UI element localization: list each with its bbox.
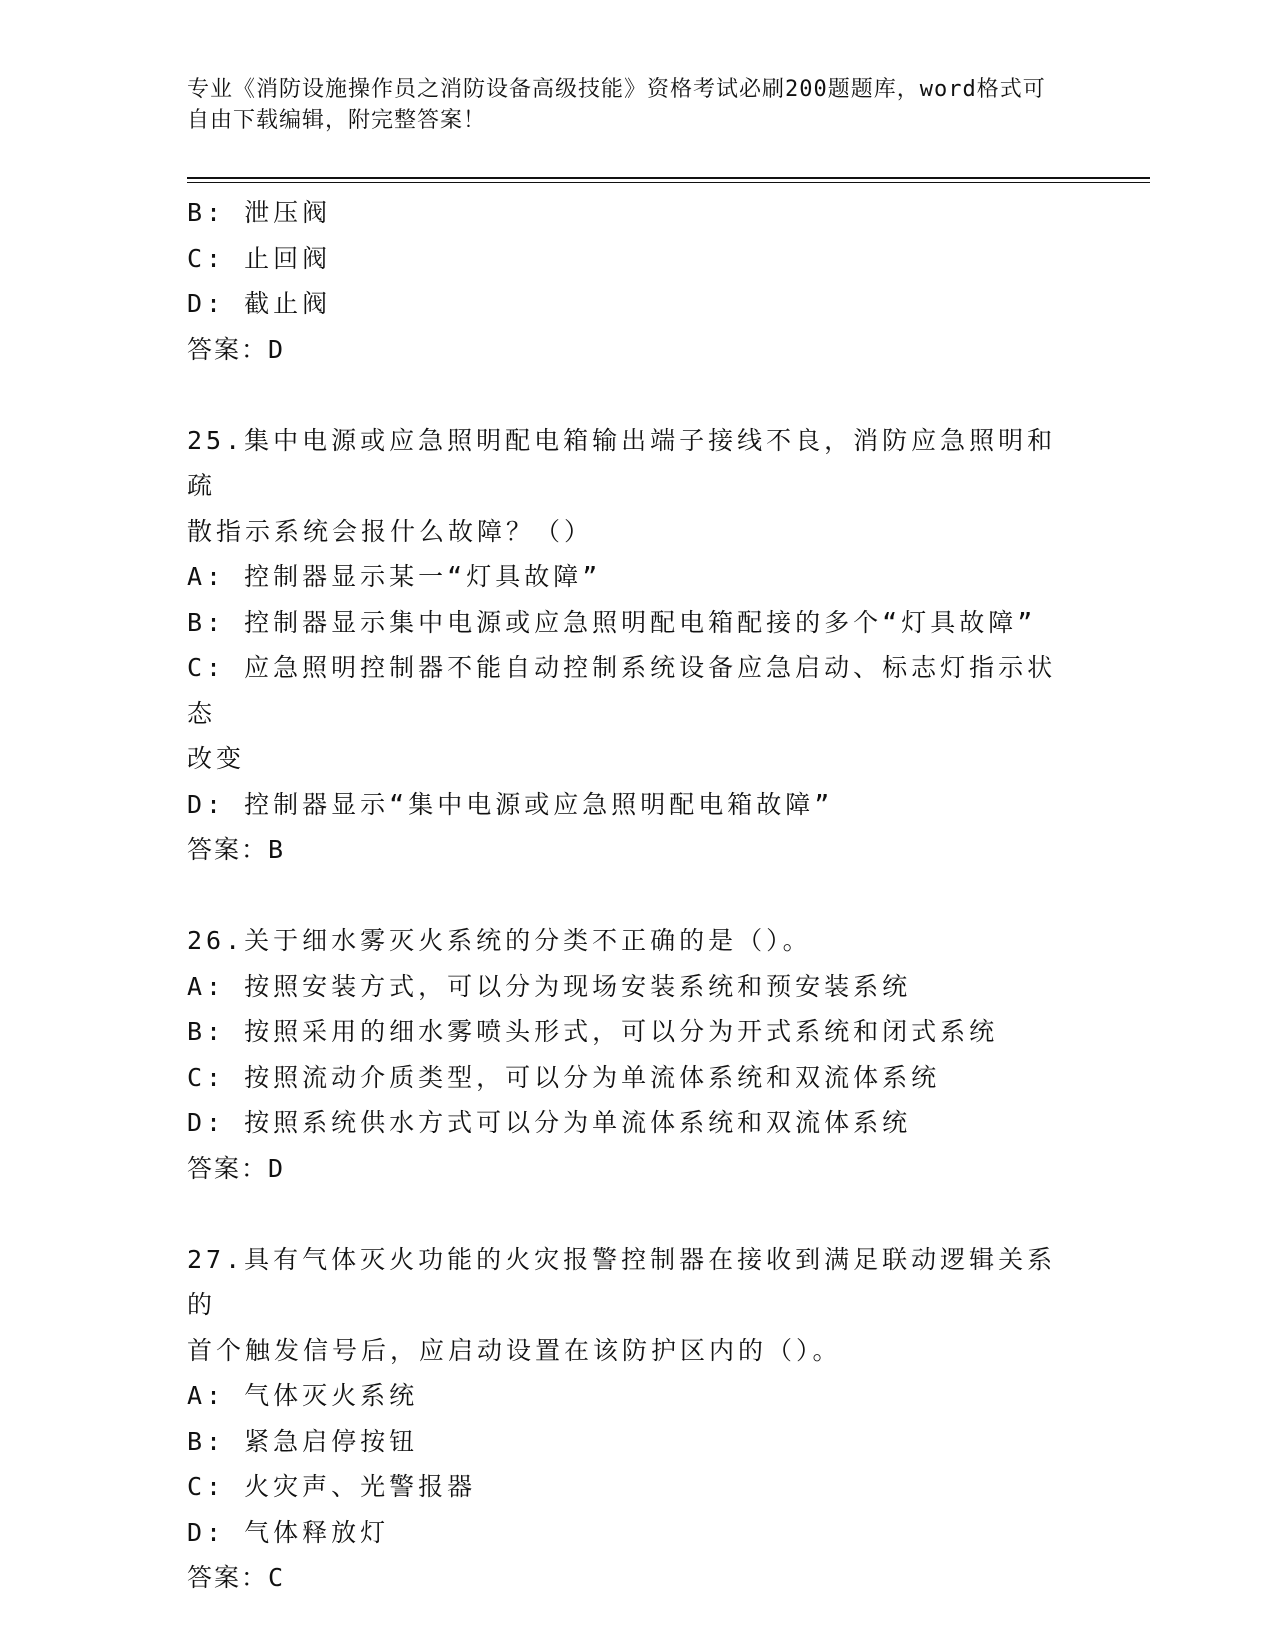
question-text: 27.具有气体灭火功能的火灾报警控制器在接收到满足联动逻辑关系的: [187, 1244, 1057, 1319]
option-b: B: 控制器显示集中电源或应急照明配电箱配接的多个“灯具故障”: [187, 607, 1037, 637]
option-c: C: 应急照明控制器不能自动控制系统设备应急启动、标志灯指示状态: [187, 653, 1057, 728]
document-header: 专业《消防设施操作员之消防设备高级技能》资格考试必刷200题题库，word格式可自由下载编辑，附完整答案！: [187, 77, 1046, 133]
answer: 答案：D: [187, 334, 286, 364]
answer: 答案：C: [187, 1563, 286, 1592]
question-text: 首个触发信号后，应启动设置在该防护区内的（）。: [187, 1335, 842, 1365]
option-d: D: 气体释放灯: [187, 1517, 390, 1547]
option-d: D: 控制器显示“集中电源或应急照明配电箱故障”: [187, 789, 834, 819]
question-text: 26.关于细水雾灭火系统的分类不正确的是（）。: [187, 926, 812, 955]
option-c: C: 止回阀: [187, 243, 332, 273]
question-27: [187, 1237, 1077, 1601]
option-b: B: 泄压阀: [187, 198, 332, 227]
option-b: B: 按照采用的细水雾喷头形式，可以分为开式系统和闭式系统: [187, 1017, 999, 1046]
option-c: C: 按照流动介质类型，可以分为单流体系统和双流体系统: [187, 1062, 941, 1092]
option-c: C: 火灾声、光警报器: [187, 1472, 477, 1501]
spacer: [187, 1191, 1077, 1237]
question-25: [187, 418, 1077, 873]
option-a: A: 按照安装方式，可以分为现场安装系统和预安装系统: [187, 971, 912, 1001]
question-26: [187, 918, 1077, 1191]
option-a: A: 气体灭火系统: [187, 1381, 419, 1410]
option-c-continued: 改变: [187, 744, 246, 773]
question-text: 25.集中电源或应急照明配电箱输出端子接线不良，消防应急照明和疏: [187, 425, 1057, 500]
option-b: B: 紧急启停按钮: [187, 1426, 419, 1456]
answer: 答案：D: [187, 1153, 286, 1183]
header-rule-thin: [187, 182, 1150, 183]
option-d: D: 截止阀: [187, 289, 332, 318]
question-content: [187, 190, 1077, 1601]
partial-question: [187, 190, 1077, 372]
spacer: [187, 372, 1077, 418]
spacer: [187, 873, 1077, 919]
option-a: A: 控制器显示某一“灯具故障”: [187, 562, 602, 591]
header-rule-thick: [187, 177, 1150, 179]
option-d: D: 按照系统供水方式可以分为单流体系统和双流体系统: [187, 1108, 912, 1137]
answer: 答案：B: [187, 835, 286, 864]
question-text: 散指示系统会报什么故障？（）: [187, 516, 594, 546]
